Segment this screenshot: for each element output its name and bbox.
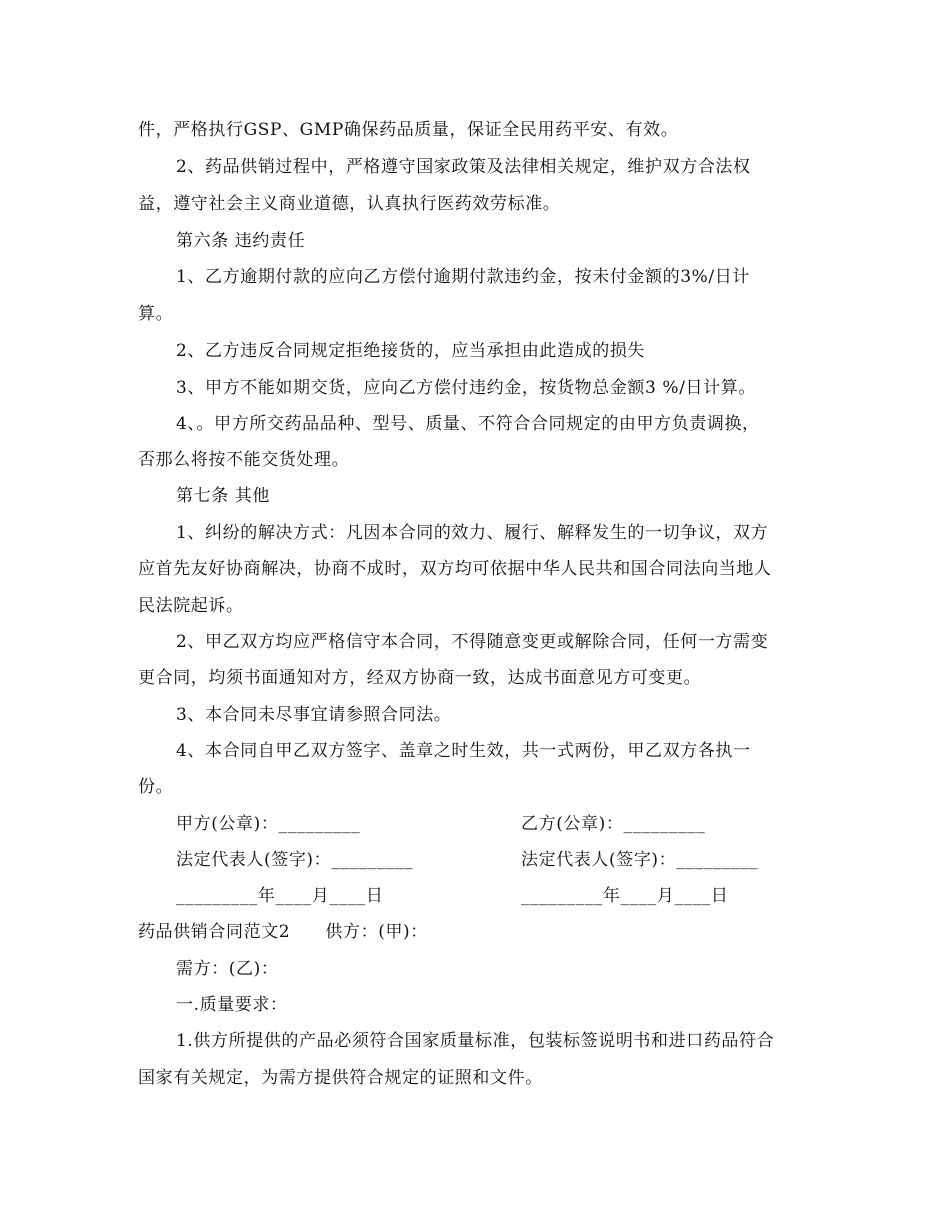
text-line: 4、。甲方所交药品品种、型号、质量、不符合合同规定的由甲方负责调换，: [176, 414, 760, 434]
text-line: 应首先友好协商解决，协商不成时，双方均可依据中华人民共和国合同法向当地人: [138, 559, 772, 579]
party-a-date-field: _________年____月____日: [176, 886, 384, 906]
text-line: 民法院起诉。: [138, 596, 244, 616]
text-line: 4、本合同自甲乙双方签字、盖章之时生效，共一式两份，甲乙双方各执一: [176, 741, 751, 761]
text-line: 2、甲乙双方均应严格信守本合同，不得随意变更或解除合同，任何一方需变: [176, 632, 769, 652]
text-line: 否那么将按不能交货处理。: [138, 450, 350, 470]
party-a-seal-field: 甲方(公章)：_________: [176, 814, 361, 834]
section-heading-article-7: 第七条 其他: [176, 486, 271, 506]
text-line: 1、纠纷的解决方式：凡因本合同的效力、履行、解释发生的一切争议，双方: [176, 523, 769, 543]
text-line: 3、甲方不能如期交货，应向乙方偿付违约金，按货物总金额3 %/日计算。: [176, 378, 756, 398]
text-line: 益，遵守社会主义商业道德，认真执行医药效劳标准。: [138, 194, 561, 214]
party-b-seal-field: 乙方(公章)：_________: [521, 814, 706, 834]
party-b-date-field: _________年____月____日: [521, 886, 729, 906]
text-line: 3、本合同未尽事宜请参照合同法。: [176, 705, 452, 725]
text-line: 1.供方所提供的产品必须符合国家质量标准，包装标签说明书和进口药品符合: [176, 1031, 775, 1051]
text-line: 份。: [138, 777, 174, 797]
party-b-representative-field: 法定代表人(签字)：_________: [521, 850, 759, 870]
text-line: 2、乙方违反合同规定拒绝接货的，应当承担由此造成的损失: [176, 341, 646, 361]
section-heading-article-6: 第六条 违约责任: [176, 231, 306, 251]
text-line: 算。: [138, 304, 174, 324]
text-line: 更合同，均须书面通知对方，经双方协商一致，达成书面意见方可变更。: [138, 668, 702, 688]
section2-title: 药品供销合同范文2 供方：(甲)：: [138, 922, 428, 942]
text-line: 国家有关规定，为需方提供符合规定的证照和文件。: [138, 1068, 543, 1088]
text-line: 2、药品供销过程中，严格遵守国家政策及法律相关规定，维护双方合法权: [176, 157, 751, 177]
section2-heading-quality: 一.质量要求：: [176, 995, 288, 1015]
text-line: 件，严格执行GSP、GMP确保药品质量，保证全民用药平安、有效。: [138, 120, 679, 140]
party-a-representative-field: 法定代表人(签字)：_________: [176, 850, 414, 870]
text-line: 1、乙方逾期付款的应向乙方偿付逾期付款违约金，按未付金额的3%/日计: [176, 267, 750, 287]
text-line: 需方：(乙)：: [176, 959, 279, 979]
